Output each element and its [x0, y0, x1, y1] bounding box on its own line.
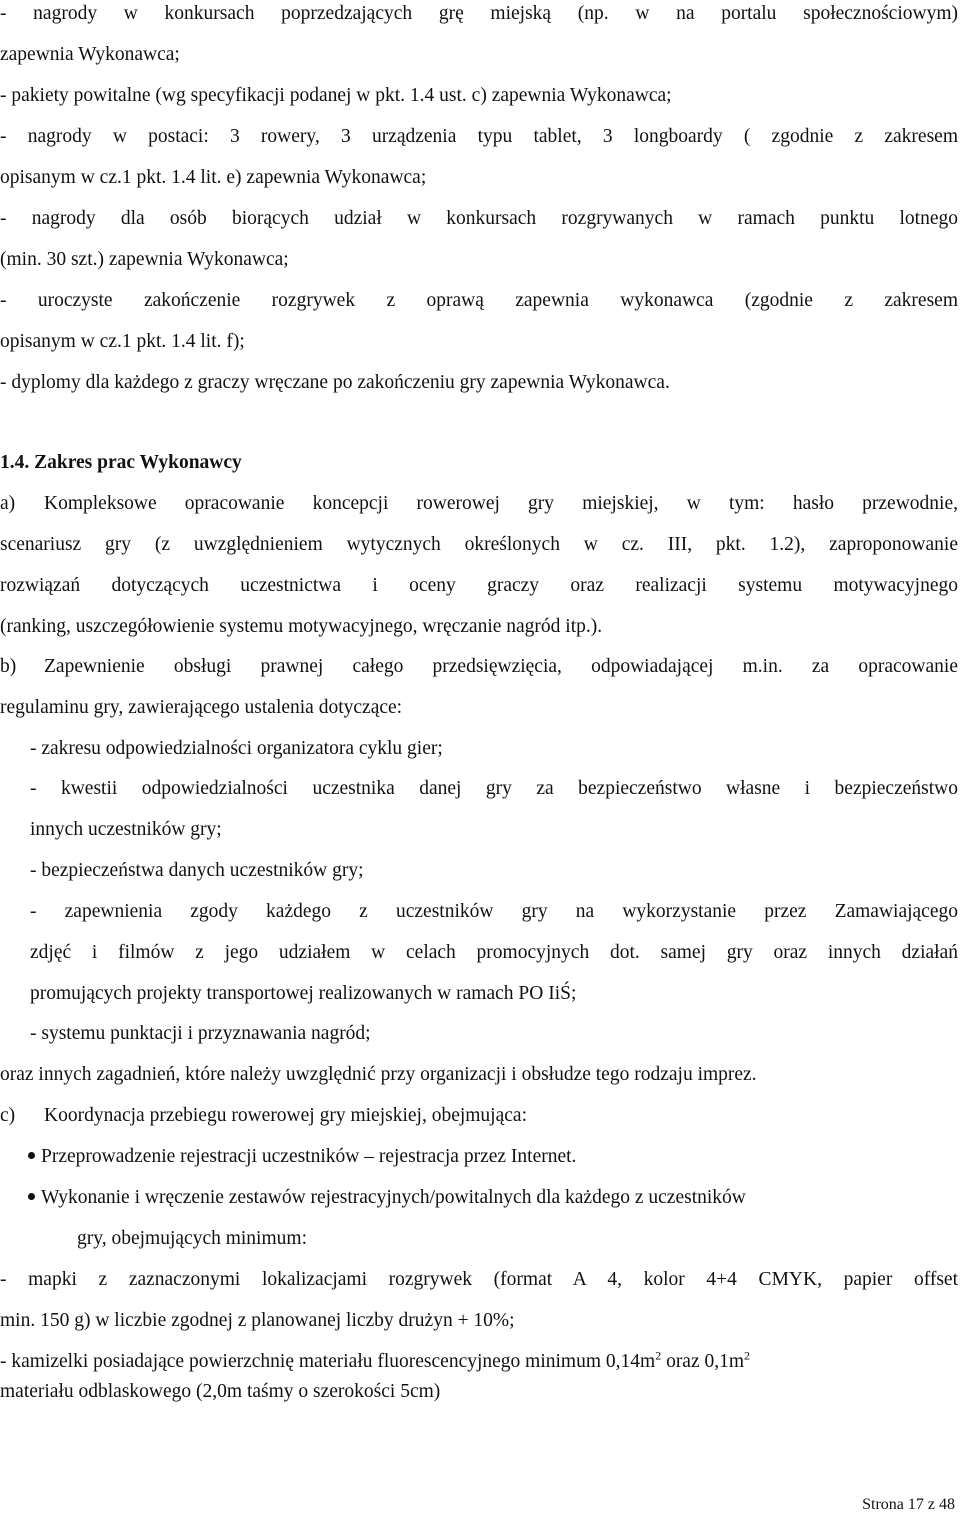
text-line: opisanym w cz.1 pkt. 1.4 lit. f); [0, 331, 245, 352]
text-line: - nagrody w postaci: 3 rowery, 3 urządzenia typu tablet, 3 longboardy ( zgodnie z zakresem [0, 126, 958, 147]
paragraph-b-line: regulaminu gry, zawierającego ustalenia dotyczące: [0, 697, 403, 718]
bullet-item: Przeprowadzenie rejestracji uczestników – rejestracja przez Internet. [28, 1145, 958, 1169]
list-item: - bezpieczeństwa danych uczestników gry; [30, 860, 364, 881]
section-heading: 1.4. Zakres prac Wykonawcy [0, 452, 242, 473]
list-item-vests-cont: materiału odblaskowego (2,0m taśmy o szerokości 5cm) [0, 1381, 441, 1402]
text-line: zapewnia Wykonawca; [0, 44, 180, 65]
list-item: - kwestii odpowiedzialności uczestnika danej gry za bezpieczeństwo własne i bezpieczeństwo [30, 778, 958, 799]
item-label-c: c) [0, 1105, 16, 1126]
list-item-vests: - kamizelki posiadające powierzchnię materiału fluorescencyjnego minimum $0,14m^2$ oraz $0,1m^2$ [0, 1348, 751, 1372]
bullet-icon [28, 1152, 35, 1159]
text-line: - nagrody w konkursach poprzedzających grę miejską (np. w na portalu społecznościowym) [0, 3, 958, 24]
paragraph-c-line: c) Koordynacja przebiegu rowerowej gry miejskiej, obejmująca: [0, 1105, 527, 1126]
text-line: opisanym w cz.1 pkt. 1.4 lit. e) zapewnia Wykonawca; [0, 167, 427, 188]
page-number: Strona 17 z 48 [862, 1496, 955, 1513]
bullet-icon [28, 1193, 35, 1200]
paragraph-a-line: scenariusz gry (z uwzględnieniem wytycznych określonych w cz. III, pkt. 1.2), zaproponowanie [0, 534, 958, 555]
bullet-item: Wykonanie i wręczenie zestawów rejestracyjnych/powitalnych dla każdego z uczestników [28, 1186, 958, 1210]
text-line: (min. 30 szt.) zapewnia Wykonawca; [0, 249, 289, 270]
paragraph-a-line: (ranking, uszczegółowienie systemu motywacyjnego, wręczanie nagród itp.). [0, 616, 603, 637]
paragraph-b-closing: oraz innych zagadnień, które należy uwzględnić przy organizacji i obsłudze tego rodzaju imprez. [0, 1064, 757, 1085]
text-line: - pakiety powitalne (wg specyfikacji podanej w pkt. 1.4 ust. c) zapewnia Wykonawca; [0, 85, 672, 106]
text-line: - dyplomy dla każdego z graczy wręczane po zakończeniu gry zapewnia Wykonawca. [0, 372, 670, 393]
paragraph-b-line: b) Zapewnienie obsługi prawnej całego przedsięwzięcia, odpowiadającej m.in. za opracowanie [0, 656, 958, 677]
list-item: - mapki z zaznaczonymi lokalizacjami rozgrywek (format A 4, kolor 4+4 CMYK, papier offset [0, 1269, 958, 1290]
paragraph-a-line: a) Kompleksowe opracowanie koncepcji rowerowej gry miejskiej, w tym: hasło przewodnie, [0, 493, 958, 514]
text-line: - nagrody dla osób biorących udział w konkursach rozgrywanych w ramach punktu lotnego [0, 208, 958, 229]
text-line: - uroczyste zakończenie rozgrywek z oprawą zapewnia wykonawca (zgodnie z zakresem [0, 290, 958, 311]
list-item: min. 150 g) w liczbie zgodnej z planowanej liczby drużyn + 10%; [0, 1310, 515, 1331]
list-item: innych uczestników gry; [30, 819, 222, 840]
list-item: - zakresu odpowiedzialności organizatora cyklu gier; [30, 738, 443, 759]
bullet-item-continuation: gry, obejmujących minimum: [77, 1228, 307, 1249]
list-item: - systemu punktacji i przyznawania nagród; [30, 1023, 371, 1044]
item-label-a: a) [0, 493, 16, 514]
list-item: - zapewnienia zgody każdego z uczestników gry na wykorzystanie przez Zamawiającego [30, 901, 958, 922]
paragraph-a-line: rozwiązań dotyczących uczestnictwa i oceny graczy oraz realizacji systemu motywacyjnego [0, 575, 958, 596]
list-item: zdjęć i filmów z jego udziałem w celach promocyjnych dot. samej gry oraz innych działań [30, 942, 958, 963]
list-item: promujących projekty transportowej realizowanych w ramach PO IiŚ; [30, 983, 577, 1004]
item-label-b: b) [0, 656, 17, 677]
